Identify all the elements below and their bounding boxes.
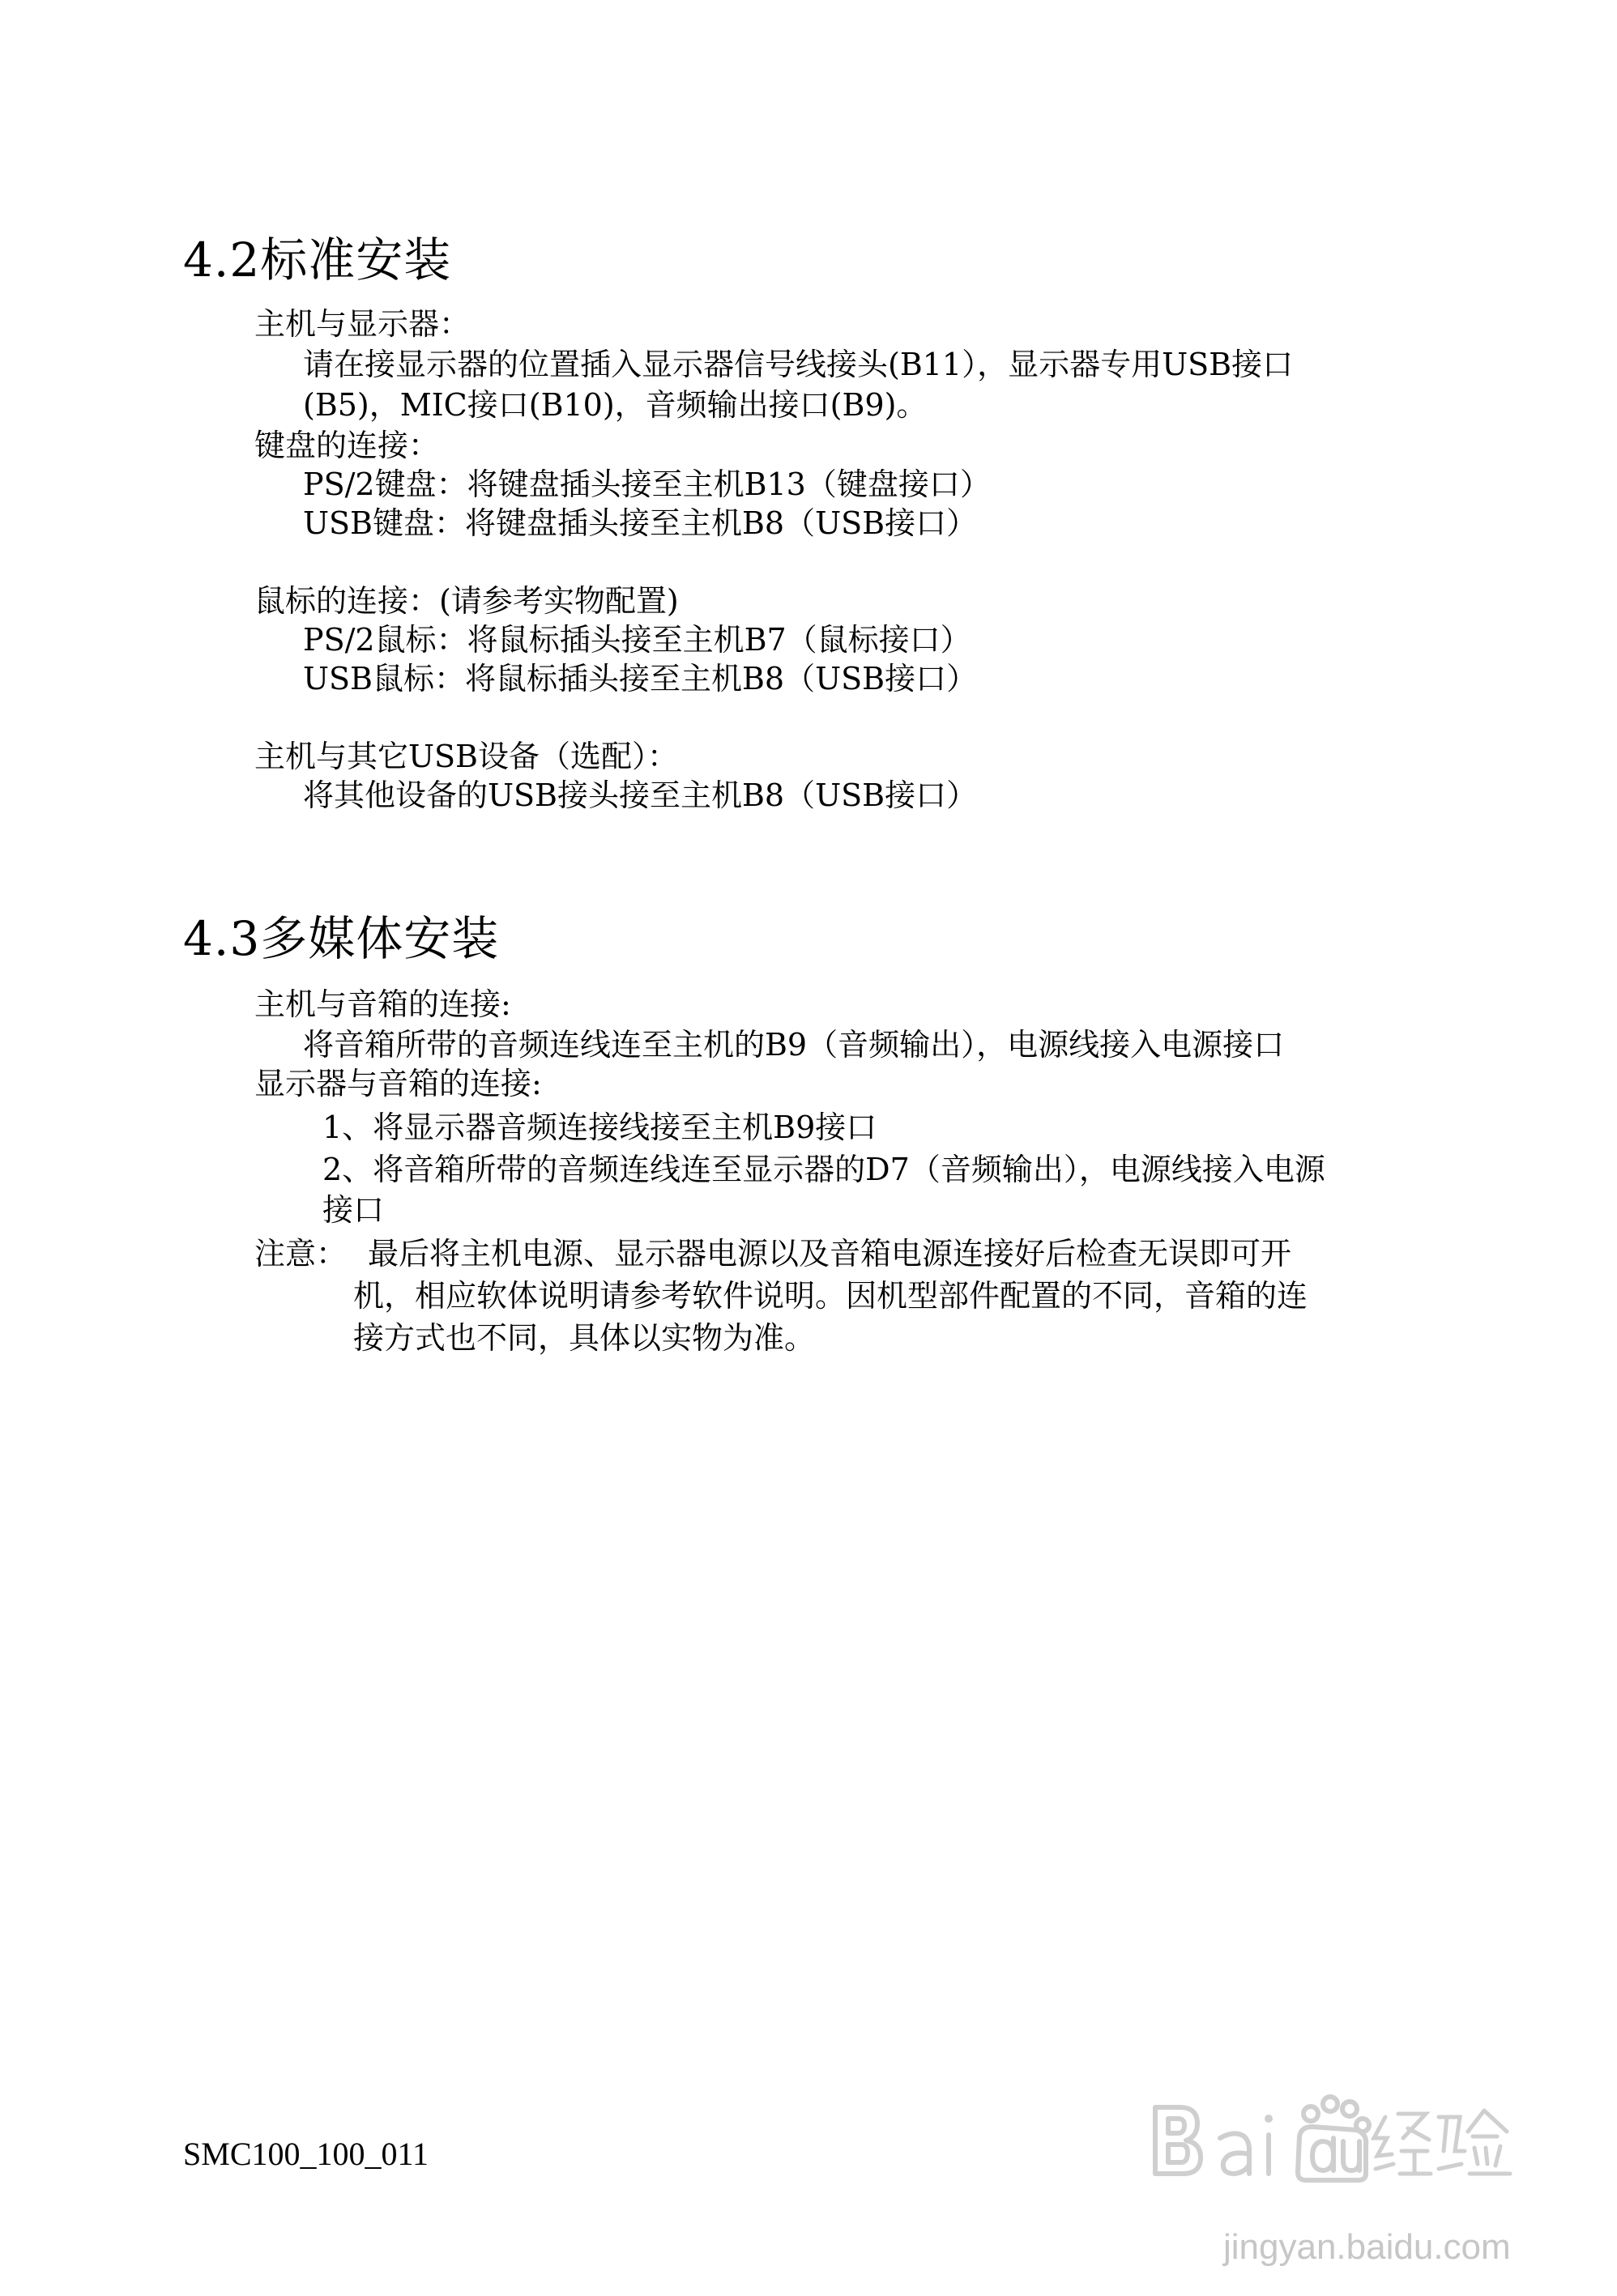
note-line-2: 机，相应软体说明请参考软件说明。因机型部件配置的不同，音箱的连 [353,1278,1308,1314]
baidu-jingyan-watermark-logo [1150,2089,1531,2195]
monitor-instruction-line-2: (B5)，MIC接口(B10)，音频输出接口(B9)。 [303,387,928,423]
usb-device-heading: 主机与其它USB设备（选配）： [254,739,678,774]
step-2-line-1: 2、将音箱所带的音频连线连至显示器的D7（音频输出），电源线接入电源 [322,1152,1325,1187]
keyboard-ps2-line: PS/2键盘：将键盘插头接至主机B13（键盘接口） [303,466,991,502]
monitor-instruction-line-1: 请在接显示器的位置插入显示器信号线接头(B11），显示器专用USB接口 [303,347,1294,382]
monitor-speaker-heading: 显示器与音箱的连接: [254,1066,542,1101]
note-line-3: 接方式也不同，具体以实物为准。 [353,1320,816,1356]
step-1-line: 1、将显示器音频连接线接至主机B9接口 [322,1110,877,1145]
speaker-line: 将音箱所带的音频连线连至主机的B9（音频输出），电源线接入电源接口 [303,1027,1285,1063]
watermark-url: jingyan.baidu.com [1223,2227,1511,2267]
mouse-ps2-line: PS/2鼠标：将鼠标插头接至主机B7（鼠标接口） [303,622,971,658]
mouse-heading: 鼠标的连接：(请参考实物配置) [254,583,679,619]
section-4-3-title: 4.3多媒体安装 [183,911,500,966]
section-4-2-title: 4.2标准安装 [183,232,452,288]
keyboard-heading: 键盘的连接： [254,428,440,463]
monitor-heading: 主机与显示器： [254,306,471,342]
keyboard-usb-line: USB键盘：将键盘插头接至主机B8（USB接口） [303,505,978,541]
speaker-heading: 主机与音箱的连接: [254,986,511,1022]
mouse-usb-line: USB鼠标：将鼠标插头接至主机B8（USB接口） [303,661,978,696]
usb-device-line: 将其他设备的USB接头接至主机B8（USB接口） [303,777,978,813]
note-label: 注意： [254,1236,348,1272]
step-2-line-2: 接口 [322,1192,385,1228]
note-line-1: 最后将主机电源、显示器电源以及音箱电源连接好后检查无误即可开 [368,1236,1292,1272]
document-code: SMC100_100_011 [183,2136,429,2172]
